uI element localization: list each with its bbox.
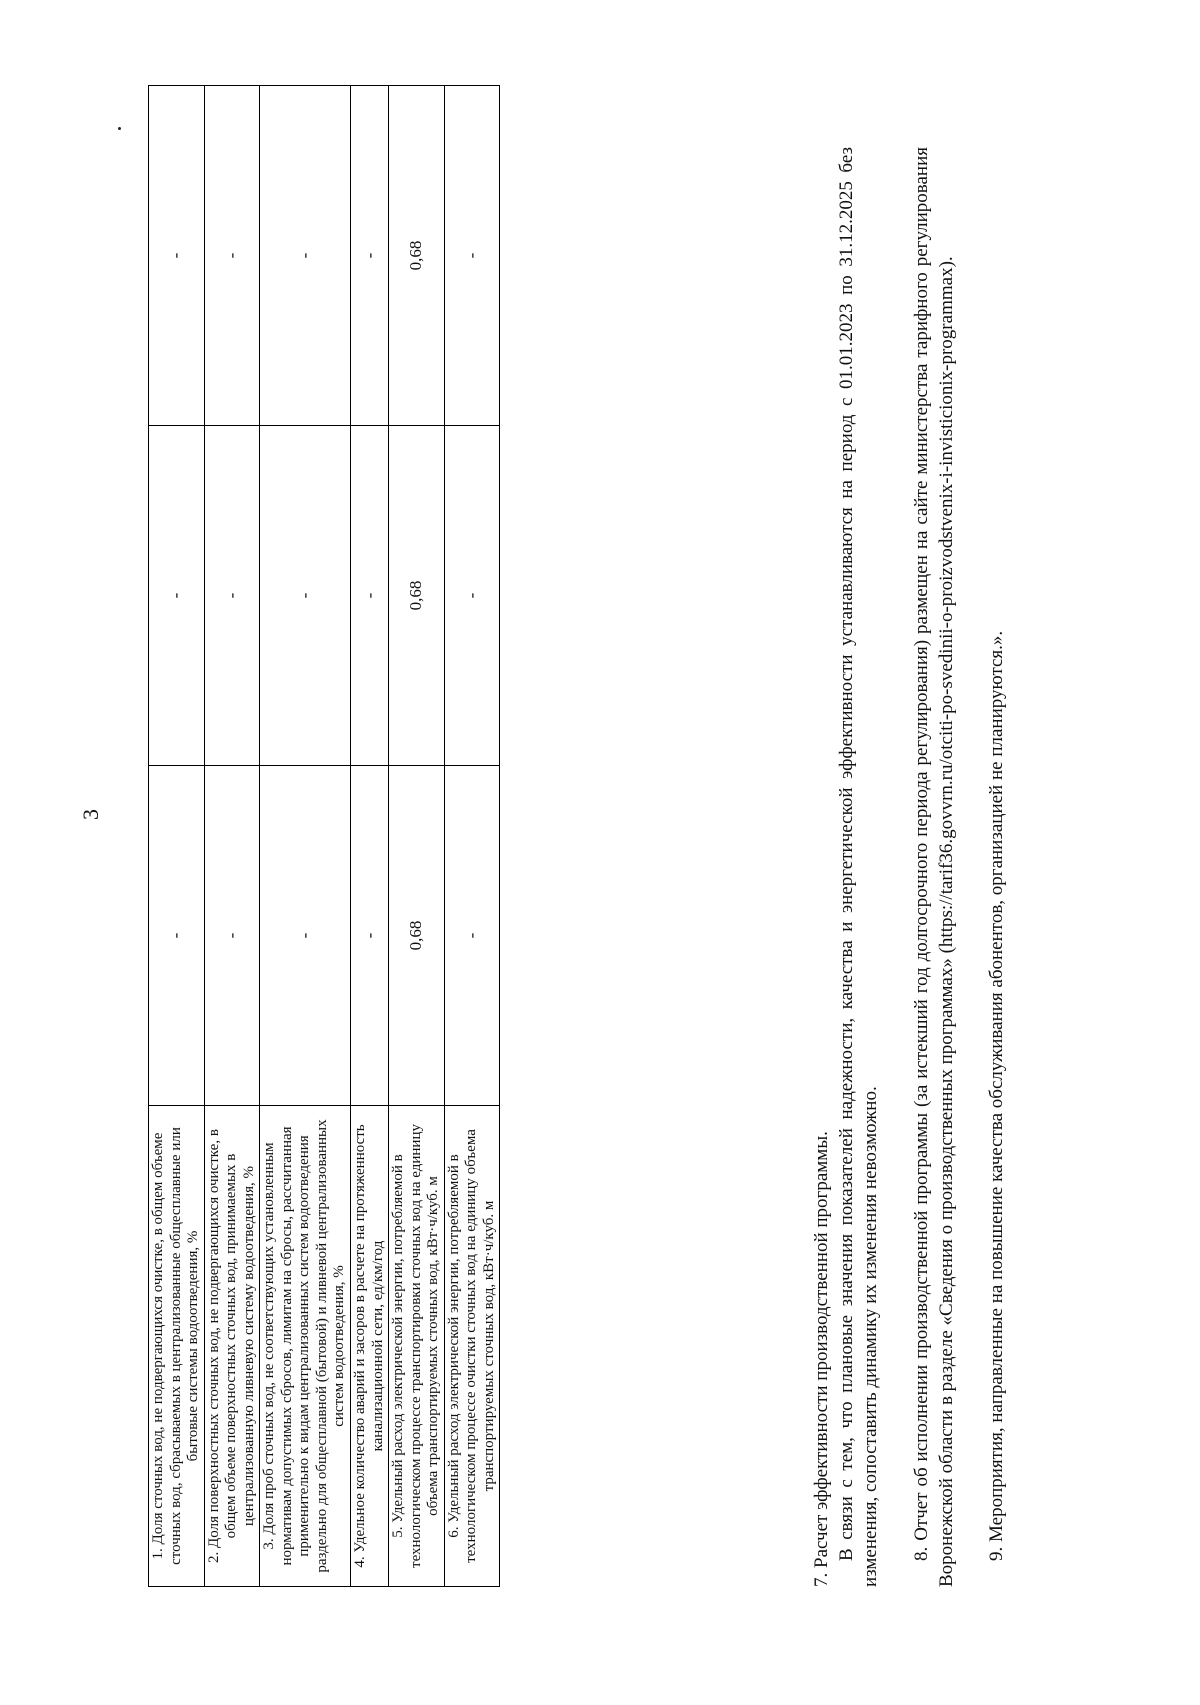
indicator-value: - <box>260 86 351 426</box>
item7-text: В связи с тем, что плановые значения показателей надежности, качества и энергетической эффективности устанавливаются на период с 01.01.2023 по 31.12.2025 без изменения, сопоставить динамику их изменения невозможно. <box>835 147 882 1587</box>
table-row <box>260 86 351 1587</box>
indicator-value: 0,68 <box>389 766 445 1106</box>
page-number: 3 <box>78 809 103 820</box>
indicators-table <box>148 85 500 1587</box>
indicator-value: - <box>351 86 389 426</box>
scan-speck <box>118 127 121 130</box>
table-row <box>351 86 389 1587</box>
indicator-value: - <box>204 766 260 1106</box>
table-row <box>204 86 260 1587</box>
indicator-value: - <box>149 766 205 1106</box>
indicator-value: - <box>260 426 351 766</box>
item7-heading: 7. Расчет эффективности производственной программы. <box>811 1131 832 1587</box>
indicator-value: - <box>351 426 389 766</box>
indicator-name: 1. Доля сточных вод, не подвергающихся очистке, в общем объеме сточных вод, сбрасываемых в централизованные общесплавные или бытовые системы водоотведения, % <box>149 1106 205 1587</box>
indicator-name: 2. Доля поверхностных сточных вод, не подвергающихся очистке, в общем объеме поверхностных сточных вод, принимаемых в централизованную ливневую систему водоотведения, % <box>204 1106 260 1587</box>
indicator-value: - <box>444 766 500 1106</box>
indicator-name: 6. Удельный расход электрической энергии, потребляемой в технологическом процессе очистки сточных вод на единицу объема транспортируемых сточных вод, кВт·ч/куб. м <box>444 1106 500 1587</box>
indicator-name: 4. Удельное количество аварий и засоров в расчете на протяженность канализационной сети, ед/км/год <box>351 1106 389 1587</box>
indicator-value: - <box>260 766 351 1106</box>
indicator-value: - <box>204 86 260 426</box>
indicator-name: 3. Доля проб сточных вод, не соответствующих установленным нормативам допустимых сбросов, лимитам на сбросы, рассчитанная применительно к видам централизованных систем водоотведения раздельно для общесплавной (бытовой) и ливневой централизованных систем водоотведения, % <box>260 1106 351 1587</box>
notes-section <box>810 147 1010 1587</box>
item8-text: 8. Отчет об исполнении производственной программы (за истекший год долгосрочного периода регулирования) размещен на сайте министерства тарифного регулирования Воронежской области в разделе «Сведения о производственных программах» (https://tarif36.govvrn.ru/otciti-po-svedinii-o-proizvodstvenix-i-invisticionix-programmax). <box>911 147 957 1587</box>
indicator-value: - <box>149 86 205 426</box>
indicator-name: 5. Удельный расход электрической энергии, потребляемой в технологическом процессе транспортировки сточных вод на единицу объема транспортируемых сточных вод, кВт·ч/куб. м <box>389 1106 445 1587</box>
indicator-value: - <box>444 86 500 426</box>
indicator-value: 0,68 <box>389 426 445 766</box>
item9-text: 9. Мероприятия, направленные на повышение качества обслуживания абонентов, организацией не планируются.». <box>986 630 1008 1561</box>
indicator-value: - <box>204 426 260 766</box>
indicator-value: 0,68 <box>389 86 445 426</box>
table-row <box>149 86 205 1587</box>
table-row <box>389 86 445 1587</box>
table-row <box>444 86 500 1587</box>
indicator-value: - <box>444 426 500 766</box>
indicator-value: - <box>149 426 205 766</box>
indicator-value: - <box>351 766 389 1106</box>
